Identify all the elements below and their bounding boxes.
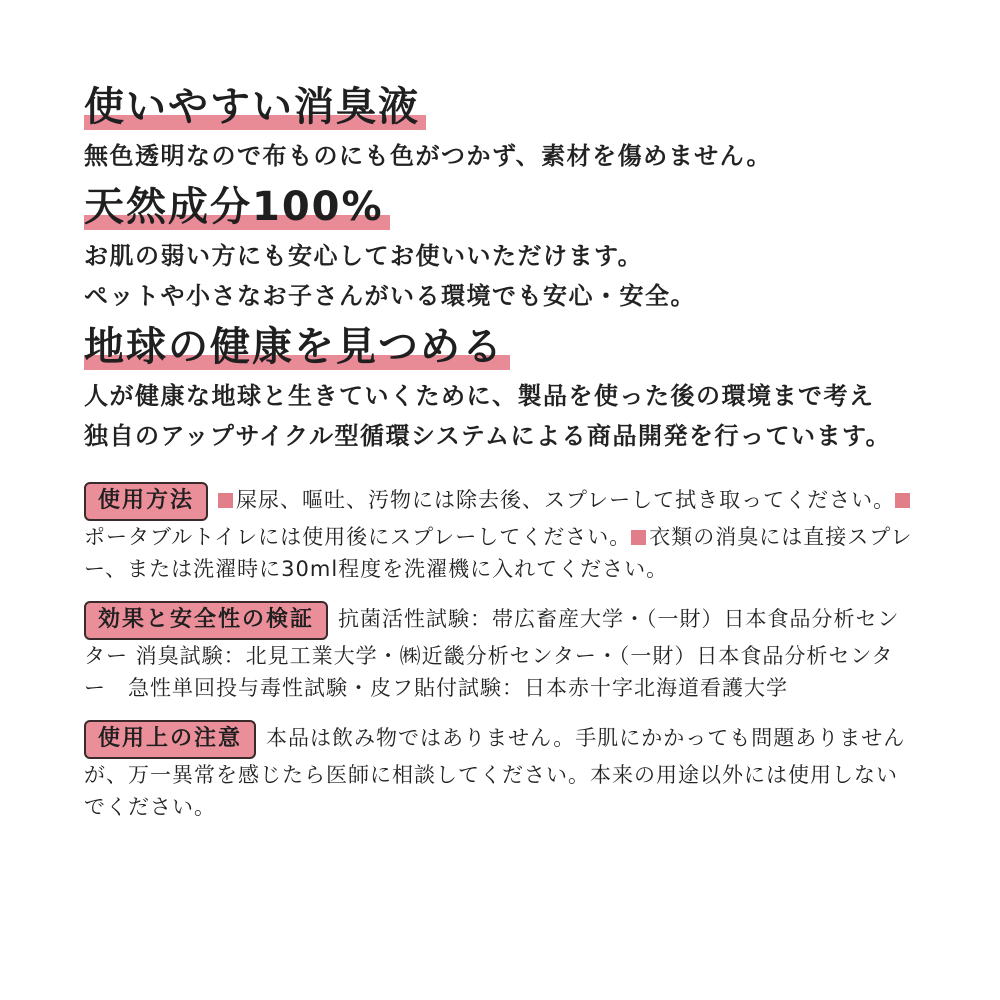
square-bullet-icon <box>218 493 233 508</box>
section-earth-health <box>84 324 914 456</box>
lead-line: 独自のアップサイクル型循環システムによる商品開発を行っています。 <box>84 422 892 450</box>
heading-natural-ingredients: 天然成分100% <box>84 184 386 230</box>
usage-item: 屎尿、嘔吐、汚物には除去後、スプレーして拭き取ってください。 <box>236 488 896 512</box>
usage-text <box>84 482 914 585</box>
heading-easy-to-use: 使いやすい消臭液 <box>84 84 422 130</box>
section-natural-ingredients <box>84 184 914 316</box>
caution-text: 使用上の注意 本品は飲み物ではありません。手肌にかかっても問題ありませんが、万一異常を感じたら医師に相談してください。本来の用途以外には使用しないでください。 <box>84 720 914 823</box>
square-bullet-icon <box>631 530 646 545</box>
product-info-page <box>84 84 914 823</box>
caution-block <box>84 720 914 823</box>
square-bullet-icon <box>895 493 910 508</box>
usage-item: ポータブルトイレには使用後にスプレーしてください。 <box>84 525 632 549</box>
usage-badge: 使用方法 <box>84 482 208 521</box>
usage-block <box>84 482 914 585</box>
lead-line: ペットや小さなお子さんがいる環境でも安心・安全。 <box>84 282 696 310</box>
caution-badge: 使用上の注意 <box>84 720 256 759</box>
verification-block <box>84 601 914 704</box>
section-easy-to-use <box>84 84 914 176</box>
verification-text: 効果と安全性の検証 抗菌活性試験：帯広畜産大学・（一財）日本食品分析センター 消臭試験：北見工業大学・㈱近畿分析センター・（一財）日本食品分析センター 急性単回投与毒性試験・皮フ貼付試験：日本赤十字北海道看護大学 <box>84 601 914 704</box>
lead-line: 人が健康な地球と生きていくために、製品を使った後の環境まで考え <box>84 382 875 410</box>
usage-item: 衣類の消臭には直接スプレー、または洗濯時に30ml程度を洗濯機に入れてください。 <box>84 525 913 581</box>
verification-badge: 効果と安全性の検証 <box>84 601 328 640</box>
heading-earth-health: 地球の健康を見つめる <box>84 324 506 370</box>
lead-line: 無色透明なので布ものにも色がつかず、素材を傷めません。 <box>84 142 773 170</box>
lead-line: お肌の弱い方にも安心してお使いいただけます。 <box>84 242 644 270</box>
